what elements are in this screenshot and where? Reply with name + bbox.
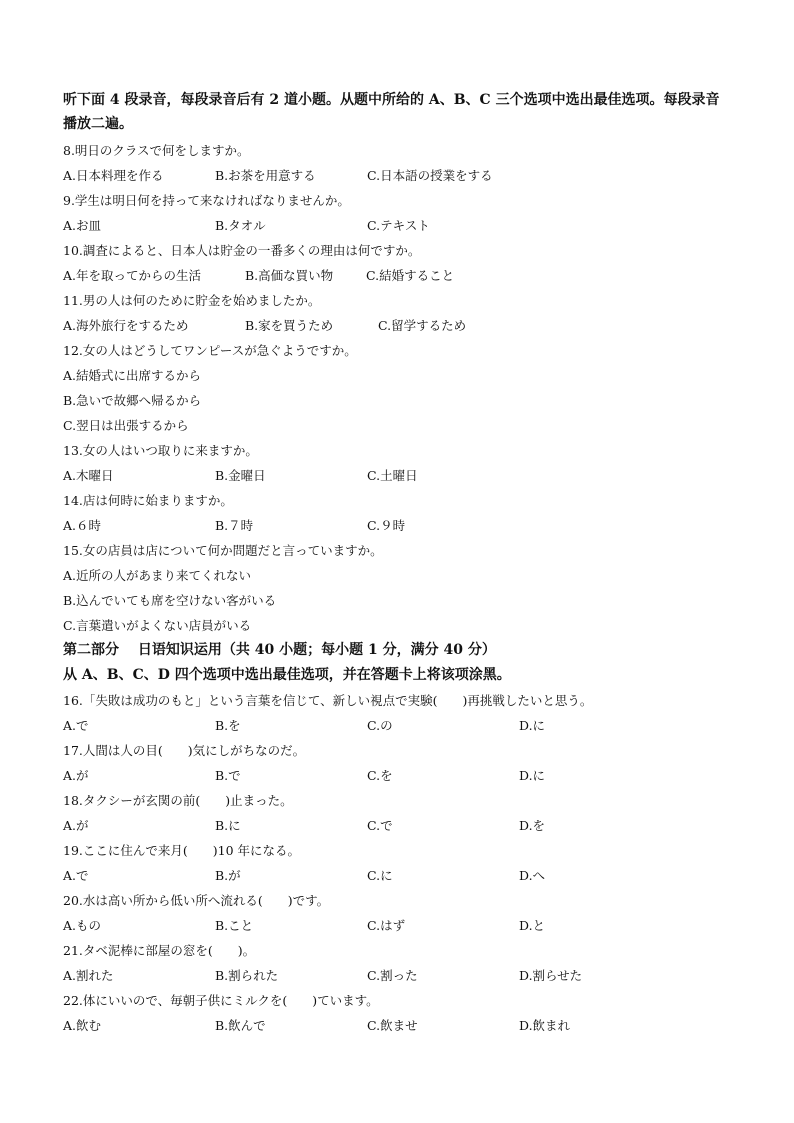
- question-11: 11.男の人は何のために貯金を始めましたか。: [63, 293, 321, 308]
- option-b: B.を: [215, 718, 241, 733]
- option-c: C.を: [367, 768, 393, 783]
- option-b: B.家を買うため: [245, 318, 334, 333]
- option-b: B.込んでいても席を空けない客がいる: [63, 593, 277, 608]
- options-10: [63, 263, 733, 288]
- option-d: D.飲まれ: [519, 1018, 571, 1033]
- option-a: A.で: [63, 868, 89, 883]
- option-c: C.テキスト: [367, 218, 430, 233]
- option-b: B.こと: [215, 918, 254, 933]
- option-b: B.タオル: [215, 218, 266, 233]
- option-b: B.が: [215, 868, 241, 883]
- question-20: 20.水は高い所から低い所へ流れる( )です。: [63, 893, 330, 908]
- option-c: C.結婚すること: [366, 268, 455, 283]
- option-c: C.割った: [367, 968, 418, 983]
- option-a: A.割れた: [63, 968, 114, 983]
- option-a: A.が: [63, 768, 89, 783]
- options-14: [63, 513, 733, 538]
- part2-instructions: 从 A、B、C、D 四个选项中选出最佳选项，并在答题卡上将该项涂黑。: [63, 667, 511, 683]
- option-b: B.飲んで: [215, 1018, 266, 1033]
- options-11: [63, 313, 733, 338]
- option-c: C.言葉遣いがよくない店員がいる: [63, 618, 252, 633]
- option-d: D.を: [519, 818, 546, 833]
- question-18: 18.タクシーが玄関の前( )止まった。: [63, 793, 293, 808]
- part2-title: 第二部分 日语知识运用（共 40 小题；每小题 1 分，满分 40 分）: [63, 642, 496, 658]
- option-d: D.へ: [519, 868, 546, 883]
- option-a: A.もの: [63, 918, 102, 933]
- question-21: 21.タベ泥棒に部屋の窓を( )。: [63, 943, 256, 958]
- option-a: A.木曜日: [63, 468, 114, 483]
- option-a: A.６時: [63, 518, 102, 533]
- option-d: D.割らせた: [519, 968, 583, 983]
- option-a: A.で: [63, 718, 89, 733]
- question-15: 15.女の店員は店について何か問題だと言っていますか。: [63, 543, 383, 558]
- option-c: C.の: [367, 718, 393, 733]
- options-22: [63, 1013, 733, 1038]
- option-a: A.結婚式に出席するから: [63, 368, 202, 383]
- options-20: [63, 913, 733, 938]
- option-c: C.で: [367, 818, 393, 833]
- options-19: [63, 863, 733, 888]
- option-c: C.翌日は出張するから: [63, 418, 189, 433]
- option-b: B.割られた: [215, 968, 279, 983]
- options-8: [63, 163, 733, 188]
- question-12: 12.女の人はどうしてワンピースが急ぐようですか。: [63, 343, 357, 358]
- option-a: A.お皿: [63, 218, 102, 233]
- options-21: [63, 963, 733, 988]
- options-13: [63, 463, 733, 488]
- question-9: 9.学生は明日何を持って来なければなりませんか。: [63, 193, 350, 208]
- option-d: D.に: [519, 718, 546, 733]
- option-b: B.金曜日: [215, 468, 266, 483]
- option-a: A.が: [63, 818, 89, 833]
- option-c: C.日本語の授業をする: [367, 168, 493, 183]
- option-c: C.に: [367, 868, 393, 883]
- option-b: B.急いで故郷へ帰るから: [63, 393, 202, 408]
- option-c: C.土曜日: [367, 468, 418, 483]
- options-17: [63, 763, 733, 788]
- question-16: 16.「失敗は成功のもと」という言葉を信じて、新しい視点で実験( )再挑戦したいと思う。: [63, 693, 593, 708]
- option-a: A.日本料理を作る: [63, 168, 164, 183]
- options-9: [63, 213, 733, 238]
- option-c: C.９時: [367, 518, 406, 533]
- option-a: A.海外旅行をするため: [63, 318, 189, 333]
- options-18: [63, 813, 733, 838]
- listening-instructions: 听下面 4 段录音，每段录音后有 2 道小题。从题中所给的 A、B、C 三个选项中选出最佳选项。每段录音播放二遍。: [63, 92, 720, 132]
- option-b: B.で: [215, 768, 241, 783]
- option-c: C.はず: [367, 918, 406, 933]
- option-c: C.飲ませ: [367, 1018, 418, 1033]
- option-a: A.年を取ってからの生活: [63, 268, 202, 283]
- question-17: 17.人間は人の目( )気にしがちなのだ。: [63, 743, 306, 758]
- option-c: C.留学するため: [378, 318, 467, 333]
- question-10: 10.調査によると、日本人は貯金の一番多くの理由は何ですか。: [63, 243, 421, 258]
- question-8: 8.明日のクラスで何をしますか。: [63, 143, 250, 158]
- question-14: 14.店は何時に始まりますか。: [63, 493, 233, 508]
- question-22: 22.体にいいので、毎朝子供にミルクを( )ています。: [63, 993, 379, 1008]
- option-d: D.に: [519, 768, 546, 783]
- option-b: B.に: [215, 818, 241, 833]
- option-a: A.近所の人があまり来てくれない: [63, 568, 252, 583]
- question-13: 13.女の人はいつ取りに来ますか。: [63, 443, 258, 458]
- option-b: B.お茶を用意する: [215, 168, 316, 183]
- option-b: B.高価な買い物: [245, 268, 334, 283]
- exam-content: [63, 88, 733, 1038]
- question-19: 19.ここに住んで来月( )10 年になる。: [63, 843, 301, 858]
- option-b: B.７時: [215, 518, 254, 533]
- options-16: [63, 713, 733, 738]
- option-d: D.と: [519, 918, 546, 933]
- option-a: A.飲む: [63, 1018, 102, 1033]
